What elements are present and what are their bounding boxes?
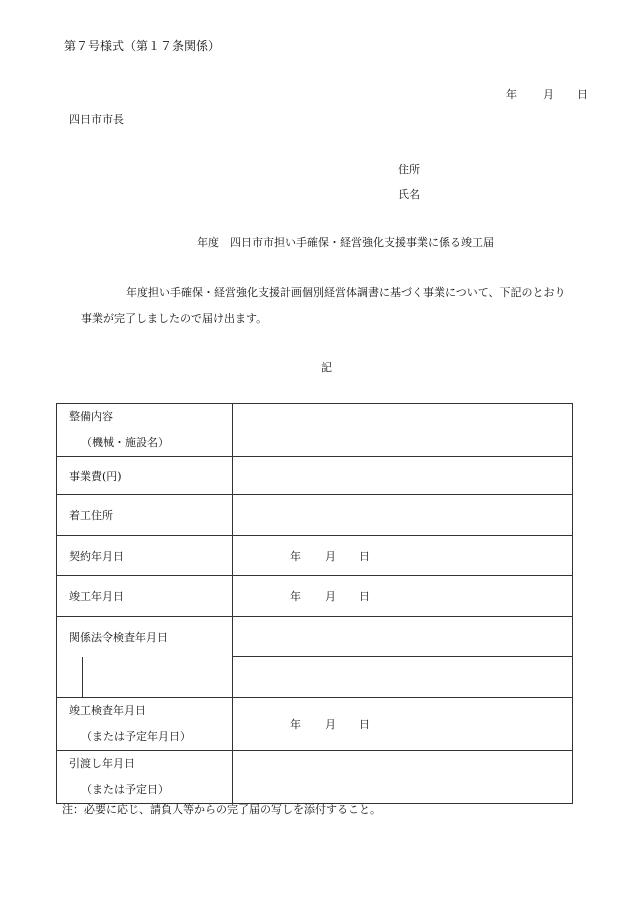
construction-address-label: 着工住所 — [57, 495, 233, 536]
submission-date — [506, 86, 588, 102]
body-text-line-2: 事業が完了しましたので届け出ます。 — [81, 312, 268, 325]
completion-form-table — [56, 403, 573, 804]
month-label: 月 — [325, 718, 336, 731]
handover-date-value-cell[interactable] — [233, 751, 573, 804]
day-label: 日 — [359, 718, 370, 731]
name-label: 氏名 — [398, 188, 420, 201]
project-cost-label: 事業費(円) — [57, 457, 233, 495]
date-month-label: 月 — [543, 88, 554, 101]
table-row — [57, 536, 573, 576]
ki-heading: 記 — [321, 361, 332, 374]
contract-date-fields — [233, 548, 572, 564]
table-row — [57, 617, 573, 657]
table-row — [57, 495, 573, 536]
addressee: 四日市市長 — [69, 113, 124, 126]
footnote: 注：必要に応じ、請負人等からの完了届の写しを添付すること。 — [62, 803, 381, 816]
year-label: 年 — [290, 718, 301, 731]
legal-inspection-subitem[interactable] — [82, 657, 232, 697]
table-row — [57, 751, 573, 804]
month-label: 月 — [325, 549, 336, 563]
handover-date-label-sub: （または予定日） — [81, 783, 169, 796]
equipment-label-main: 整備内容 — [69, 410, 113, 423]
day-label: 日 — [359, 549, 370, 563]
legal-inspection-value-cell-1[interactable] — [233, 617, 573, 657]
date-year-label: 年 — [506, 88, 517, 101]
completion-date-fields — [233, 588, 572, 604]
completion-date-value-cell[interactable] — [233, 576, 573, 617]
table-row — [57, 657, 573, 698]
inspection-date-label-main: 竣工検査年月日 — [69, 704, 146, 717]
handover-date-label-main: 引渡し年月日 — [69, 757, 135, 770]
table-row — [57, 404, 573, 457]
day-label: 日 — [359, 590, 370, 603]
inspection-date-fields — [233, 716, 572, 732]
completion-date-label: 竣工年月日 — [57, 576, 233, 617]
body-text-line-1: 年度担い手確保・経営強化支援計画個別経営体調書に基づく事業について、下記のとおり — [126, 286, 566, 299]
construction-address-value-cell[interactable] — [233, 495, 573, 536]
address-label: 住所 — [398, 163, 420, 176]
inspection-date-value-cell[interactable] — [233, 698, 573, 751]
handover-date-label — [57, 751, 233, 804]
date-day-label: 日 — [577, 88, 588, 101]
month-label: 月 — [325, 590, 336, 603]
project-cost-value-cell[interactable] — [233, 457, 573, 495]
equipment-label-sub: （機械・施設名） — [81, 436, 169, 449]
contract-date-label: 契約年月日 — [57, 536, 233, 576]
table-row — [57, 576, 573, 617]
table-row — [57, 457, 573, 495]
equipment-value-cell[interactable] — [233, 404, 573, 457]
year-label: 年 — [290, 590, 301, 603]
legal-inspection-date-label: 関係法令検査年月日 — [57, 617, 233, 657]
equipment-label — [57, 404, 233, 457]
form-number: 第７号様式（第１７条関係） — [64, 39, 221, 53]
inspection-date-label — [57, 698, 233, 751]
legal-inspection-subitem-cell — [57, 657, 233, 698]
legal-inspection-value-cell-2[interactable] — [233, 657, 573, 698]
document-title: 年度 四日市市担い手確保・経営強化支援事業に係る竣工届 — [197, 236, 494, 249]
inspection-date-label-sub: （または予定年月日） — [81, 730, 191, 743]
year-label: 年 — [290, 549, 301, 563]
contract-date-value-cell[interactable] — [233, 536, 573, 576]
table-row — [57, 698, 573, 751]
